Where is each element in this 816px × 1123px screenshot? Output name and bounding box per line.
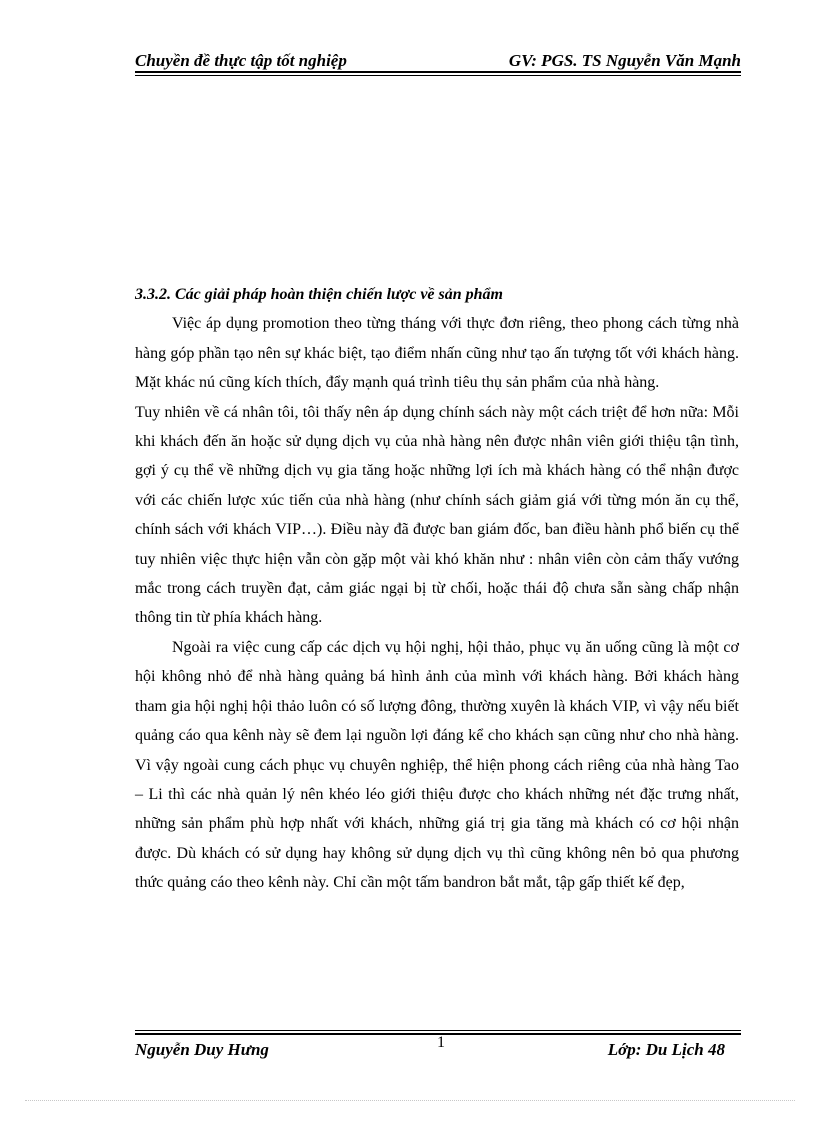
footer-class: Lớp: Du Lịch 48 xyxy=(607,1040,725,1059)
page-header xyxy=(135,49,741,71)
footer-rule-secondary xyxy=(135,1030,741,1031)
paragraph-personal-opinion: Tuy nhiên về cá nhân tôi, tôi thấy nên áp dụng chính sách này một cách triệt để hơn nữa: Mỗi khi khách đến ăn hoặc sử dụng dịch vụ của nhà hàng nên được nhân viên giới thiệu tận tình, gợi ý cụ thể về những dịch vụ gia tăng hoặc những lợi ích mà khách hàng có thể nhận được với các chiến lược xúc tiến của nhà hàng (như chính sách giảm giá với từng món ăn cụ thể, chính sách với khách VIP…). Điều này đã được ban giám đốc, ban điều hành phổ biến cụ thể tuy nhiên việc thực hiện vẫn còn gặp một vài khó khăn như : nhân viên còn cảm thấy vướng mắc trong cách truyền đạt, cảm giác ngại bị từ chối, hoặc thái độ chưa sẵn sàng chấp nhận thông tin từ phía khách hàng. xyxy=(135,403,739,627)
header-rule-secondary xyxy=(135,75,741,76)
paragraph-promotion: Việc áp dụng promotion theo từng tháng với thực đơn riêng, theo phong cách từng nhà hàng góp phần tạo nên sự khác biệt, tạo điểm nhấn cũng như tạo ấn tượng tốt với khách hàng. Mặt khác nú cũng kích thích, đẩy mạnh quá trình tiêu thụ sản phẩm của nhà hàng. xyxy=(135,315,739,392)
header-rule xyxy=(135,71,741,73)
section-heading: 3.3.2. Các giải pháp hoàn thiện chiến lược về sản phẩm xyxy=(135,286,503,303)
document-body xyxy=(135,280,739,898)
header-course-title: Chuyền đề thực tập tốt nghiệp xyxy=(135,51,347,70)
paragraph-conference-services: Ngoài ra việc cung cấp các dịch vụ hội nghị, hội thảo, phục vụ ăn uống cũng là một cơ hội không nhỏ để nhà hàng quảng bá hình ảnh của mình với khách hàng. Bởi khách hàng tham gia hội nghị hội thảo luôn có số lượng đông, thường xuyên là khách VIP, vì vậy nếu biết quảng cáo qua kênh này sẽ đem lại nguồn lợi đáng kể cho khách sạn cũng như cho nhà hàng. Vì vậy ngoài cung cách phục vụ chuyên nghiệp, thể hiện phong cách riêng của nhà hàng Tao – Li thì các nhà quản lý nên khéo léo giới thiệu được cho khách những nét đặc trưng nhất, những sản phẩm phù hợp nhất với khách, những giá trị gia tăng mà khách có cơ hội nhận được. Dù khách có sử dụng hay không sử dụng dịch vụ thì cũng không nên bỏ qua phương thức quảng cáo theo kênh này. Chỉ cần một tấm bandron bắt mắt, tập gấp thiết kế đẹp, xyxy=(135,638,739,892)
header-supervisor: GV: PGS. TS Nguyễn Văn Mạnh xyxy=(508,51,741,70)
footer-author: Nguyễn Duy Hưng xyxy=(135,1040,269,1059)
page-number: 1 xyxy=(437,1034,445,1051)
page-boundary-line xyxy=(25,1100,795,1101)
page-footer xyxy=(135,1034,741,1062)
